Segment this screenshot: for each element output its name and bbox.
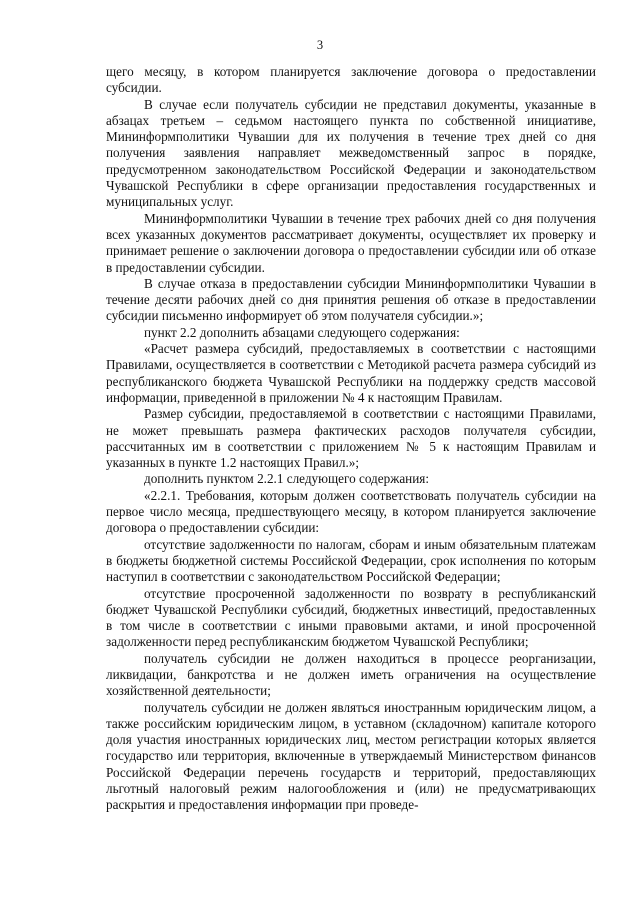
paragraph-amend-2-2: пункт 2.2 дополнить абзацами следующего содержания: — [144, 324, 460, 340]
page-number: 3 — [316, 38, 324, 52]
paragraph-subsidy-limit: Размер субсидии, предоставляемой в соответствии с настоящими Правилами, не может превышать размера фактических расходов получателя субсидии, рассчитанных им в соответствии с приложением № 5 к настоящим Правилам и указанных в пункте 1.2 настоящих Правил.»; — [106, 406, 596, 471]
paragraph-no-tax-debt: отсутствие задолженности по налогам, сборам и иным обязательным платежам в бюджеты бюджетной системы Российской Федерации, срок исполнения по которым наступил в соответствии с законодательством Российской Федерации; — [106, 536, 596, 585]
document-body — [106, 64, 596, 814]
paragraph-no-overdue-debt: отсутствие просроченной задолженности по возврату в республиканский бюджет Чувашской Республики субсидий, бюджетных инвестиций, предоставленных в том числе в соответствии с иными правовыми актами, и иной просроченной задолженности перед республиканским бюджетом Чувашской Республики; — [106, 585, 596, 650]
paragraph-continuation: щего месяцу, в котором планируется заключение договора о предоставлении субсидии. — [106, 64, 596, 96]
paragraph-requirements: «2.2.1. Требования, которым должен соответствовать получатель субсидии на первое число месяца, предшествующего месяцу, в котором планируется заключение договора о предоставлении субсидии: — [106, 487, 596, 536]
paragraph-no-reorganization: получатель субсидии не должен находиться в процессе реорганизации, ликвидации, банкротства и не должен иметь ограничения на осуществление хозяйственной деятельности; — [106, 650, 596, 699]
paragraph-refusal-notice: В случае отказа в предоставлении субсидии Мининформполитики Чувашии в течение десяти рабочих дней со дня принятия решения об отказе в предоставлении субсидии письменно информирует об этом получателя субсидии.»; — [106, 275, 596, 324]
paragraph-review-documents: Мининформполитики Чувашии в течение трех рабочих дней со дня получения всех указанных документов рассматривает документы, осуществляет их проверку и принимает решение о заключении договора о предоставлении субсидии или об отказе в предоставлении субсидии. — [106, 210, 596, 275]
paragraph-add-2-2-1: дополнить пунктом 2.2.1 следующего содержания: — [144, 471, 430, 487]
paragraph-interagency-request: В случае если получатель субсидии не представил документы, указанные в абзацах третьем – седьмом настоящего пункта по собственной инициативе, Мининформполитики Чувашии для их получения в течение трех дней со дня получения заявления направляет межведомственный запрос в порядке, предусмотренном законодательством Российской Федерации и законодательством Чувашской Республики в сфере организации предоставления государственных и муниципальных услуг. — [106, 96, 596, 210]
paragraph-not-foreign-entity: получатель субсидии не должен являться иностранным юридическим лицом, а также российским юридическим лицом, в уставном (складочном) капитале которого доля участия иностранных юридических лиц, местом регистрации которых является государство или территория, включенные в утверждаемый Министерством финансов Российской Федерации перечень государств и территорий, предоставляющих льготный налоговый режим налогообложения и (или) не предусматривающих раскрытия и предоставления информации при проведе- — [106, 699, 596, 813]
paragraph-subsidy-calculation: «Расчет размера субсидий, предоставляемых в соответствии с настоящими Правилами, осуществляется в соответствии с Методикой расчета размера субсидий из республиканского бюджета Чувашской Республики на поддержку средств массовой информации, приведенной в приложении № 4 к настоящим Правилам. — [106, 341, 596, 405]
